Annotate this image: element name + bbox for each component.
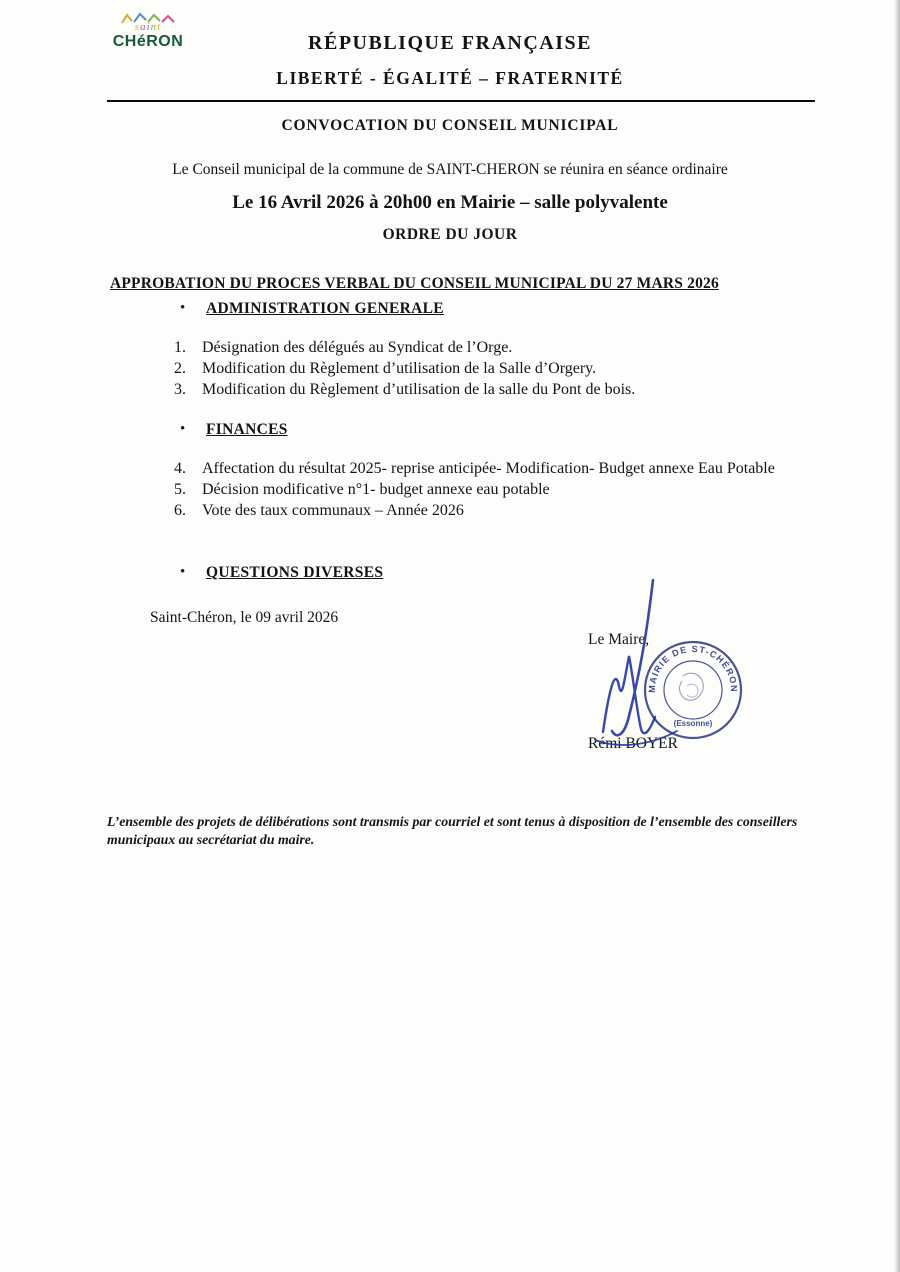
section-finances (180, 421, 900, 439)
item-text: Vote des taux communaux – Année 2026 (202, 501, 464, 519)
stamp-text-bottom: (Essonne) (673, 719, 713, 728)
list-item (174, 501, 900, 522)
section-heading: FINANCES (206, 421, 288, 439)
bullet-icon: • (180, 563, 186, 580)
svg-text:MAIRIE DE ST-CHÉRON (647, 644, 739, 693)
bullet-icon: • (180, 300, 186, 316)
republic-title: RÉPUBLIQUE FRANÇAISE (308, 32, 592, 54)
item-number: 1. (174, 339, 186, 356)
stamp-text-top: MAIRIE DE ST-CHÉRON (646, 643, 740, 693)
section-administration-generale (180, 300, 900, 318)
item-text: Modification du Règlement d’utilisation de la salle du Pont de bois. (202, 380, 636, 398)
commune-logo (108, 12, 188, 50)
section-1-items (0, 338, 900, 400)
section-2-items (0, 459, 900, 521)
list-item (174, 338, 900, 359)
session-date-line: Le 16 Avril 2026 à 20h00 en Mairie – salle polyvalente (232, 192, 668, 213)
item-number: 5. (174, 481, 186, 499)
approval-line: APPROBATION DU PROCES VERBAL DU CONSEIL MUNICIPAL DU 27 MARS 2026 (110, 275, 719, 292)
footer-note: L’ensemble des projets de délibérations sont transmis par courriel et sont tenus à disposition de l’ensemble des conseillers municipaux au secrétariat du maire. (107, 814, 798, 847)
list-item (174, 459, 900, 480)
item-text: Désignation des délégués au Syndicat de l’Orge. (202, 339, 513, 356)
logo-commune-name: CHéRON (112, 33, 184, 50)
signature-and-stamp-area (565, 570, 775, 770)
list-item (174, 359, 900, 380)
item-text: Affectation du résultat 2025- reprise anticipée- Modification- Budget annexe Eau Potable (202, 460, 775, 478)
header-rule (107, 100, 815, 102)
scan-edge-shadow (894, 0, 900, 1272)
intro-line: Le Conseil municipal de la commune de SAINT-CHERON se réunira en séance ordinaire (172, 161, 728, 178)
logo-script-text: saint (134, 21, 162, 33)
section-heading: QUESTIONS DIVERSES (206, 563, 384, 581)
agenda-heading: ORDRE DU JOUR (382, 226, 518, 243)
item-text: Modification du Règlement d’utilisation de la Salle d’Orgery. (202, 359, 597, 377)
section-heading: ADMINISTRATION GENERALE (206, 300, 444, 317)
place-date-line: Saint-Chéron, le 09 avril 2026 (150, 609, 339, 626)
mayor-label: Le Maire, (588, 631, 650, 648)
item-number: 6. (174, 501, 186, 519)
mayor-name: Rémi BOYER (588, 735, 678, 752)
signature-stamp-graphic (565, 570, 775, 770)
item-text: Décision modificative n°1- budget annexe eau potable (202, 481, 550, 499)
document-title: CONVOCATION DU CONSEIL MUNICIPAL (281, 117, 619, 134)
item-number: 4. (174, 460, 186, 478)
list-item (174, 480, 900, 501)
item-number: 3. (174, 380, 186, 398)
national-motto: LIBERTÉ - ÉGALITÉ – FRATERNITÉ (276, 68, 624, 88)
item-number: 2. (174, 359, 186, 377)
section-questions-diverses (180, 564, 900, 582)
bullet-icon: • (180, 421, 186, 438)
list-item (174, 380, 900, 401)
